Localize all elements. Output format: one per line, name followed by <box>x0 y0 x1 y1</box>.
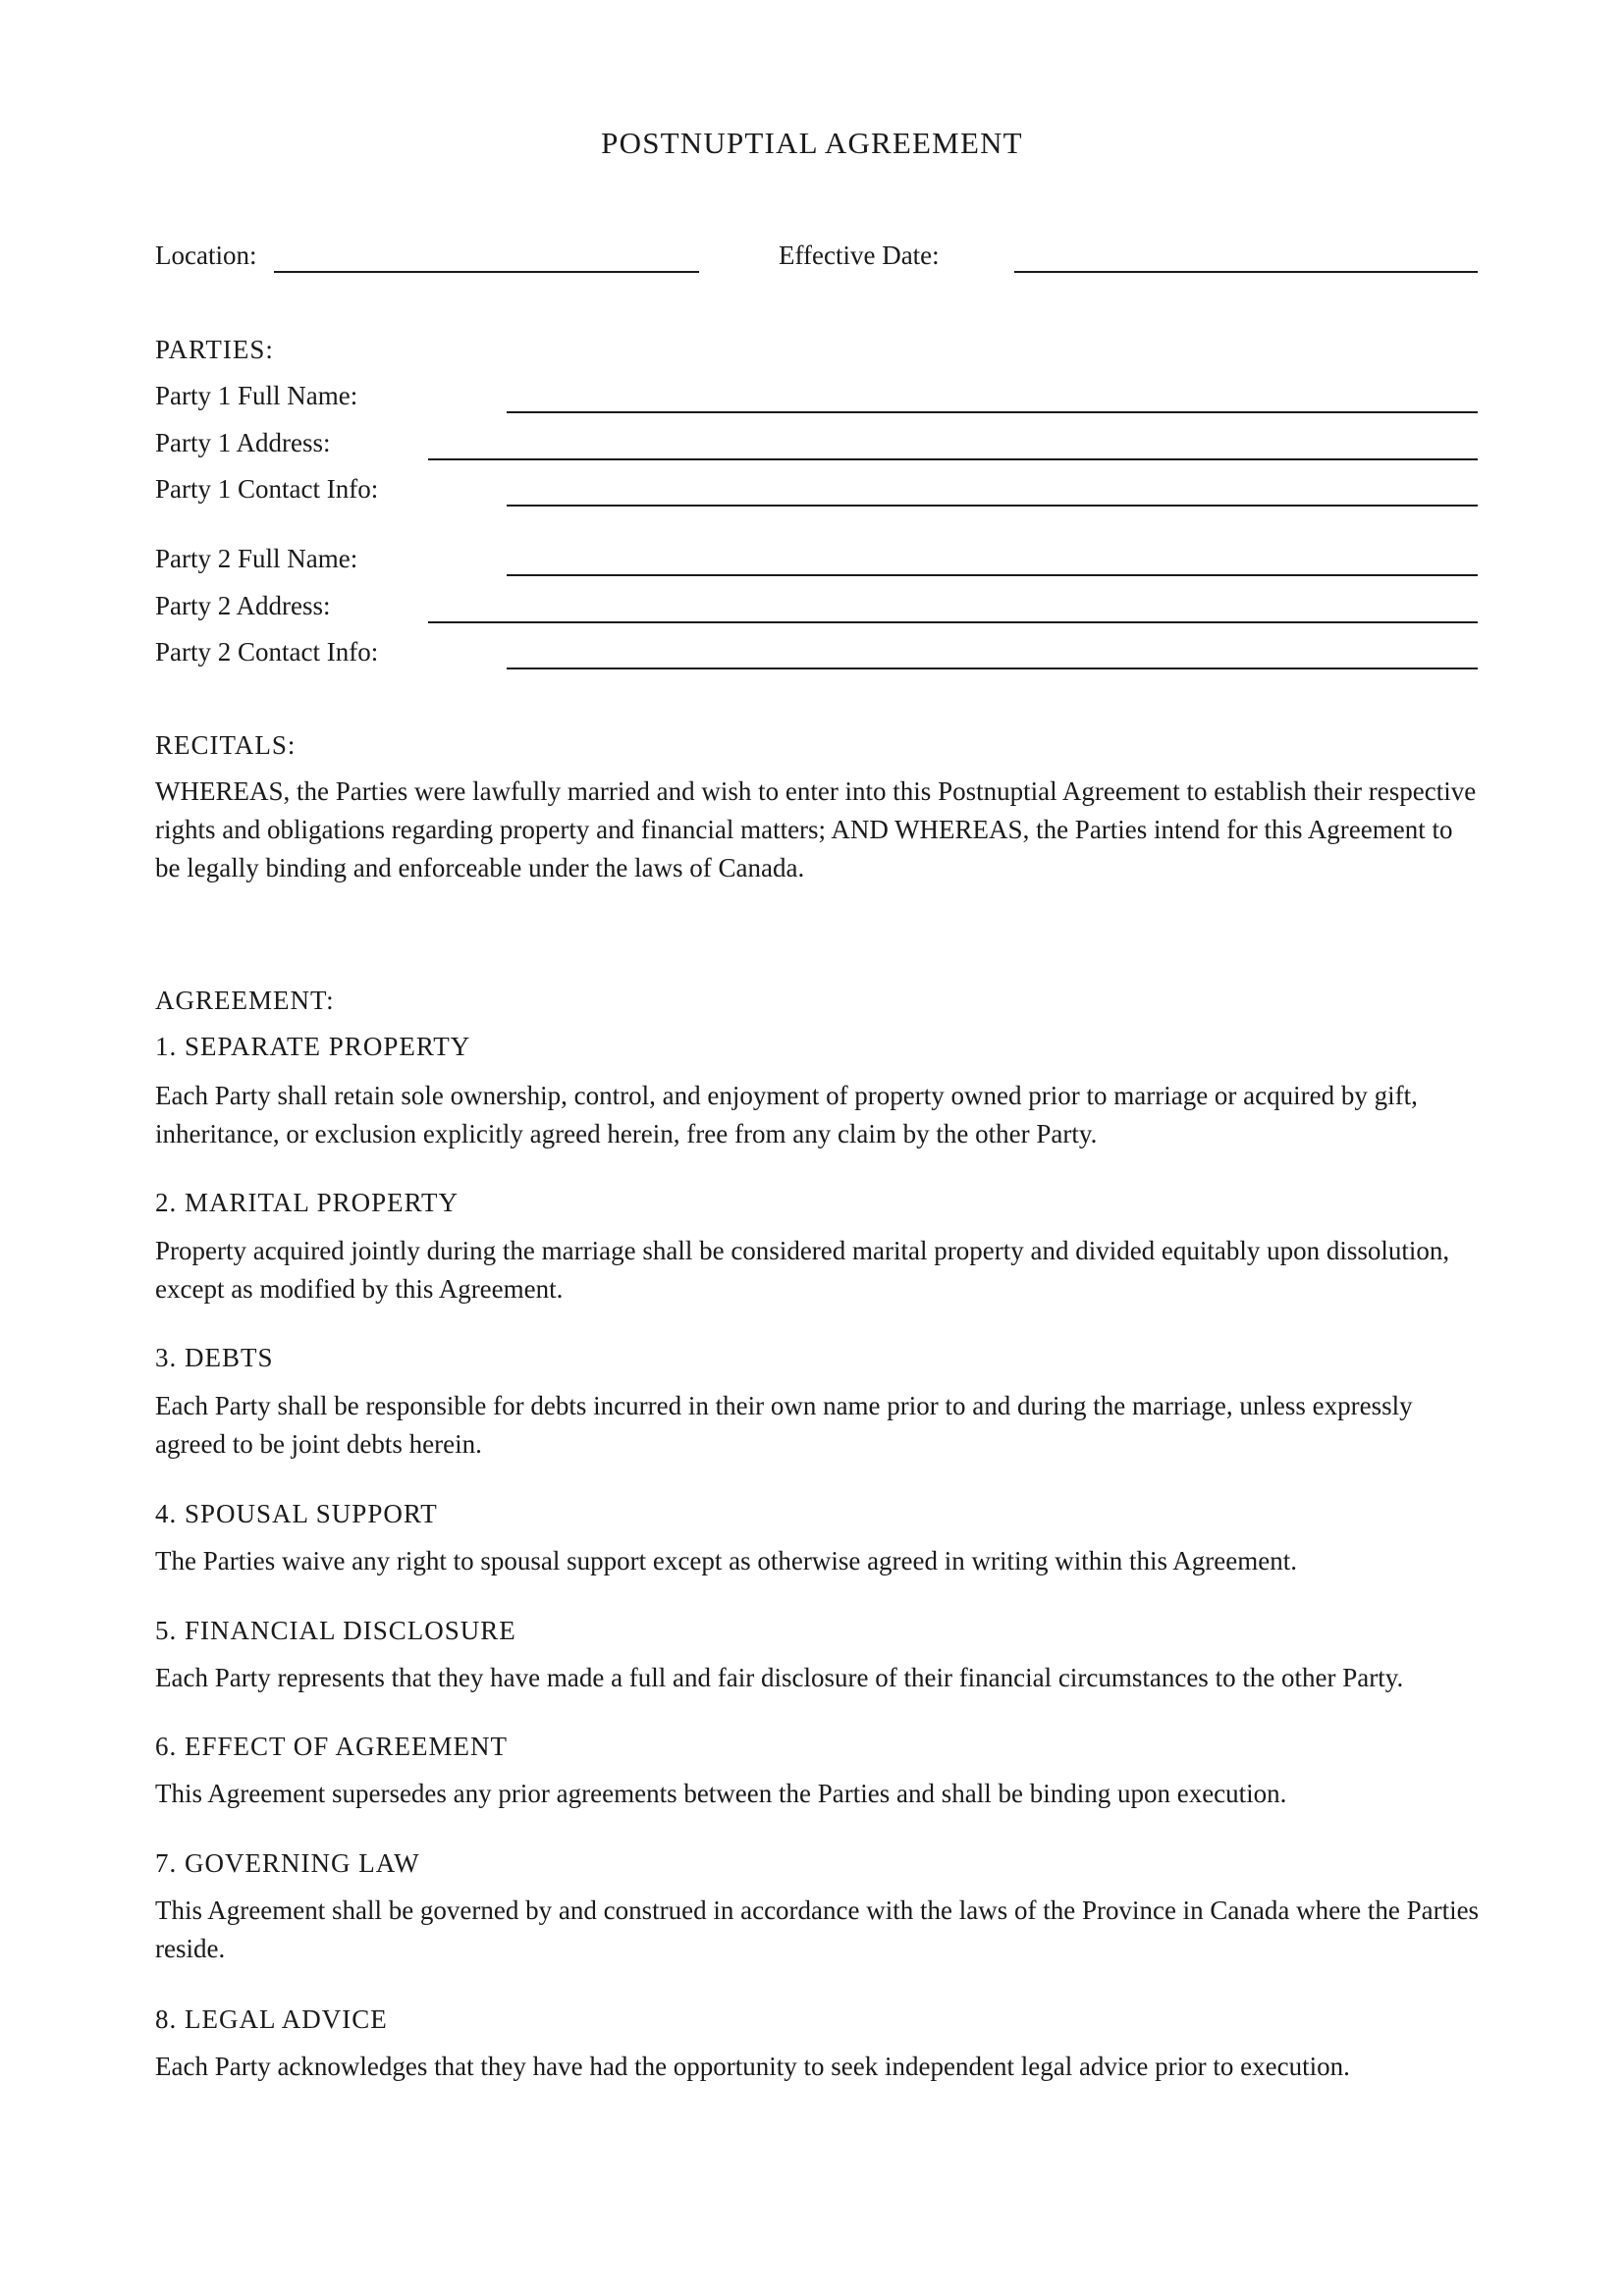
section-6-heading: 6. EFFECT OF AGREEMENT <box>155 1732 509 1761</box>
section-6-text: This Agreement supersedes any prior agreements between the Parties and shall be binding upon execution. <box>155 1779 1287 1808</box>
recitals-text: WHEREAS, the Parties were lawfully married and wish to enter into this Postnuptial Agreement to establish their respective rights and obligations regarding property and financial matters; AND WHEREAS, the Parties intend for this Agreement to be legally binding and enforceable under the laws of Canada. <box>155 776 1477 882</box>
section-7-text: This Agreement shall be governed by and construed in accordance with the laws of the Province in Canada where the Parties reside. <box>155 1896 1480 1963</box>
section-4-heading: 4. SPOUSAL SUPPORT <box>155 1499 438 1528</box>
section-8-heading: 8. LEGAL ADVICE <box>155 2004 388 2034</box>
party1-contact-field[interactable] <box>507 505 1478 507</box>
location-field[interactable] <box>274 271 699 273</box>
section-5-heading: 5. FINANCIAL DISCLOSURE <box>155 1616 516 1645</box>
party2-contact-field[interactable] <box>507 667 1478 669</box>
section-7-heading: 7. GOVERNING LAW <box>155 1848 420 1878</box>
party2-contact-label: Party 2 Contact Info: <box>155 637 379 667</box>
document-title: POSTNUPTIAL AGREEMENT <box>601 126 1023 160</box>
recitals-heading: RECITALS: <box>155 730 297 760</box>
parties-heading: PARTIES: <box>155 335 274 364</box>
effective-date-field[interactable] <box>1014 271 1478 273</box>
section-5-text: Each Party represents that they have made a full and fair disclosure of their financial circumstances to the other Party. <box>155 1663 1404 1692</box>
section-1-text: Each Party shall retain sole ownership, control, and enjoyment of property owned prior to marriage or acquired by gift, inheritance, or exclusion explicitly agreed herein, free from any claim by the other Party. <box>155 1081 1418 1148</box>
party2-address-field[interactable] <box>428 621 1478 623</box>
section-4-text: The Parties waive any right to spousal support except as otherwise agreed in writing within this Agreement. <box>155 1546 1297 1575</box>
section-3-heading: 3. DEBTS <box>155 1343 274 1372</box>
section-2-text: Property acquired jointly during the marriage shall be considered marital property and divided equitably upon dissolution, except as modified by this Agreement. <box>155 1236 1450 1304</box>
section-1-heading: 1. SEPARATE PROPERTY <box>155 1032 471 1061</box>
party2-name-label: Party 2 Full Name: <box>155 544 358 573</box>
agreement-heading: AGREEMENT: <box>155 986 335 1015</box>
party2-address-label: Party 2 Address: <box>155 591 331 620</box>
section-3-text: Each Party shall be responsible for debts incurred in their own name prior to and during the marriage, unless expressly agreed to be joint debts herein. <box>155 1391 1413 1459</box>
effective-date-label: Effective Date: <box>779 240 940 270</box>
party1-name-label: Party 1 Full Name: <box>155 381 358 410</box>
section-8-text: Each Party acknowledges that they have had the opportunity to seek independent legal advice prior to execution. <box>155 2052 1350 2081</box>
party1-address-field[interactable] <box>428 458 1478 460</box>
section-2-heading: 2. MARITAL PROPERTY <box>155 1188 459 1217</box>
party2-name-field[interactable] <box>507 574 1478 576</box>
location-label: Location: <box>155 240 257 270</box>
party1-name-field[interactable] <box>507 411 1478 413</box>
party1-address-label: Party 1 Address: <box>155 428 331 457</box>
party1-contact-label: Party 1 Contact Info: <box>155 474 379 504</box>
